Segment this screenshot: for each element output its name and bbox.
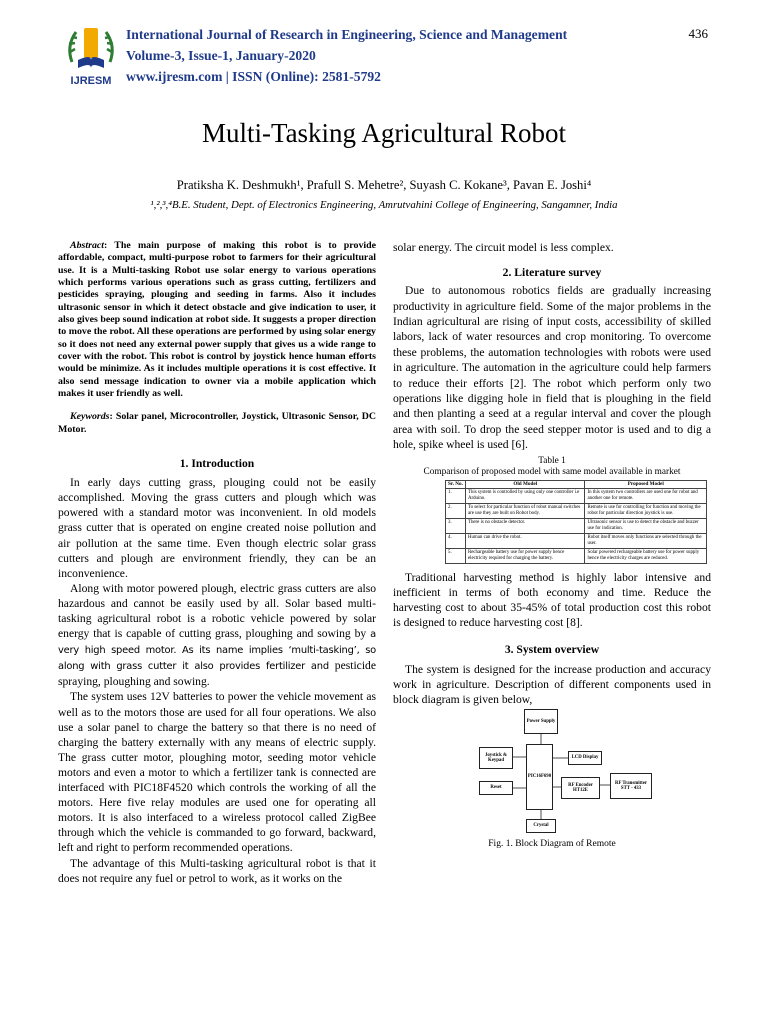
page-number: 436 — [688, 26, 708, 41]
table-cell: 2. — [446, 504, 466, 519]
diagram-mcu — [526, 744, 553, 810]
intro-paragraph-4: The advantage of this Multi-tasking agricultural robot is that it does not require any fuel or petrol to work, as it works on the — [58, 856, 376, 885]
table-label: Table 1 — [538, 455, 566, 466]
intro-p2-part-b: a very high speed motor. As its name implies ‘multi-tasking’, so along with grass cutter it also provides fertilizer and — [58, 629, 376, 673]
affiliation: ¹,²,³,⁴B.E. Student, Dept. of Electronics Engineering, Amrutvahini College of Engineering, Sangamner, India — [150, 199, 618, 211]
abstract-continuation: solar energy. The circuit model is less complex. — [393, 241, 614, 254]
diagram-mcu-label: PIC16F690 — [527, 774, 552, 780]
journal-web: www.ijresm.com | ISSN (Online): 2581-5792 — [126, 69, 381, 84]
intro-heading: 1. Introduction — [179, 457, 255, 471]
table-cell: Ultrasonic sensor is use to detect the obstacle and buzzer use for indication. — [585, 519, 707, 534]
paper-title: Multi-Tasking Agricultural Robot — [201, 118, 567, 148]
abstract — [58, 240, 376, 400]
intro-p2-part-c: pesticide spraying, ploughing and sowing. — [58, 659, 376, 689]
table-row — [446, 504, 707, 519]
table-header-row — [446, 480, 707, 489]
diagram-lcd: LCD Display — [568, 751, 602, 765]
literature-paragraph: Due to autonomous robotics fields are gradually increasing productivity in agriculture field. Some of the major problems in the Indian agricultural are rising of input costs, accessibility of skilled labors, lack of water resources and crop monitoring. To overcome these problems, the automation technologies with robots were used in agriculture. The automation in the agriculture could help farmers to reduce their efforts [2]. The robot which perform only two operations like digging hole in field that is ploughing in the field and then planting a seed at a regular interval and cover the plough area with soil. To drop the seed stepper motor is used and to dig a hole, spike wheel is used [6]. — [393, 284, 711, 452]
table-cell: 5. — [446, 548, 466, 563]
diagram-rf-encoder: RF Encoder HT12E — [561, 777, 600, 799]
diagram-power-supply: Power Supply — [524, 709, 558, 734]
journal-name: International Journal of Research in Engineering, Science and Management — [126, 27, 568, 42]
diagram-rf-transmitter: RF Transmitter STT - 433 — [610, 773, 652, 799]
table-cell: Rechargeable battery use for power supply hence electricity required for charging the battery. — [465, 548, 585, 563]
table-row — [446, 533, 707, 548]
table-header-proposed: Proposed Model — [585, 480, 707, 489]
journal-volume: Volume-3, Issue-1, January-2020 — [126, 48, 316, 63]
authors: Pratiksha K. Deshmukh¹, Prafull S. Mehetre², Suyash C. Kokane³, Pavan E. Joshi⁴ — [176, 178, 592, 192]
table-cell: Robot itself moves only functions are selected through the user. — [585, 533, 707, 548]
table-header-srno: Sr. No. — [446, 480, 466, 489]
table-row — [446, 519, 707, 534]
diagram-joystick: Joystick & Keypad — [479, 747, 513, 769]
abstract-text: : The main purpose of making this robot is to provide affordable, compact, multi-purpose robot to farmers for their agricultural use. It is a Multi-tasking Robot use solar energy to various operations which performs various operations such as grass cutting, fertilizers and pesticides spraying, plouging and seeding in farms. Also it includes ultrasonic sensor in which it detect obstacle and give indication to user, it also gives beep sound indication at robot side. It suggests a proper direction to move the robot. All these operations are performed by using solar energy so it does not need any external power supply that gives us a wide range to cover with the robot. This robot is control by joystick hence human efforts would be minimize. As it includes multiple operations it is cost effective. It also send message indication to owner via a mobile application which makes it user friendly as well. — [58, 240, 376, 400]
system-overview-paragraph: The system is designed for the increase production and accuracy work in agriculture. Description of different components used in block diagram is given below, — [393, 662, 711, 707]
table-cell: 1. — [446, 489, 466, 504]
system-overview-heading: 3. System overview — [504, 642, 600, 656]
table-cell: There is no obstacle detector. — [465, 519, 585, 534]
table-header-old: Old Model — [465, 480, 585, 489]
literature-heading: 2. Literature survey — [502, 266, 602, 280]
journal-logo — [62, 22, 120, 88]
intro-paragraph-1: In early days cutting grass, plouging could not be easily accomplished. Moving the grass cutters and plough which was powered with a standard motor was inconvenient. In old models grass cutter that is operated on engine created noise pollution and air pollution at the same time. Even though electric solar grass cutters and plough are environment friendly, they can be an inconvenience. — [58, 476, 376, 580]
keywords-text: : Solar panel, Microcontroller, Joystick, Ultrasonic Sensor, DC Motor. — [58, 411, 376, 435]
figure-caption: Fig. 1. Block Diagram of Remote — [488, 839, 616, 850]
table-cell: Solar powered rechargeable battery use for power supply hence the electricity charges are reduced. — [585, 548, 707, 563]
table-cell: 4. — [446, 533, 466, 548]
table-cell: This system is controlled by using only one controller i.e Arduino. — [465, 489, 585, 504]
table-cell: 3. — [446, 519, 466, 534]
right-column — [393, 240, 711, 849]
keywords-label: Keywords — [70, 411, 110, 423]
diagram-reset: Reset — [479, 781, 513, 795]
table-cell: In this system two controllers are used one for robot and another one for remote. — [585, 489, 707, 504]
intro-paragraph-2 — [58, 581, 376, 690]
left-column — [58, 240, 376, 886]
abstract-label: Abstract — [70, 240, 105, 251]
block-diagram — [393, 709, 711, 835]
traditional-paragraph: Traditional harvesting method is highly labor intensive and inefficient in terms of both economy and time. Reduce the harvesting cost to about 35-45% of total production cost this robot is designed to reduce harvesting cost [8]. — [393, 570, 711, 629]
table-caption-block — [393, 456, 711, 478]
intro-p2-part-a: Along with motor powered plough, electric grass cutters are also hazardous and cannot be easily used by all. Solar based multi-tasking agricultural robot is a robotic vehicle powered by solar energy that is capable of cutting grass, ploughing and sowing by — [58, 581, 376, 641]
table-row — [446, 489, 707, 504]
logo-text: IJRESM — [70, 75, 112, 87]
intro-paragraph-3: The system uses 12V batteries to power the vehicle movement as well as to the motors those are used for all four operations. We also use a solar panel to charge the battery so that there is no need of charging the battery externally with any means of electric supply. The grass cutter motor, ploughing motor, seeding motor vehicle motors and even a motor to which a fertilizer tank is connected are interfaced with PIC18F4520 which controls the working of all the motors. Here five relay modules are used one for operating all motors. It is also interfaced to a wireless protocol called ZigBee through which the vehicle is commanded to go forward, backward, left and right to perform recommended operations. — [58, 690, 376, 855]
keywords — [58, 411, 376, 436]
table-row — [446, 548, 707, 563]
table-cell: To select for particular function of robot manual switches are use they are built on Robot body. — [465, 504, 585, 519]
table-caption: Comparison of proposed model with same model available in market — [423, 466, 681, 477]
comparison-table — [445, 480, 707, 564]
table-cell: Remote is use for controlling for function and moving the robot for particular direction joystick is use. — [585, 504, 707, 519]
table-cell: Human can drive the robot. — [465, 533, 585, 548]
diagram-crystal: Crystal — [526, 819, 556, 833]
